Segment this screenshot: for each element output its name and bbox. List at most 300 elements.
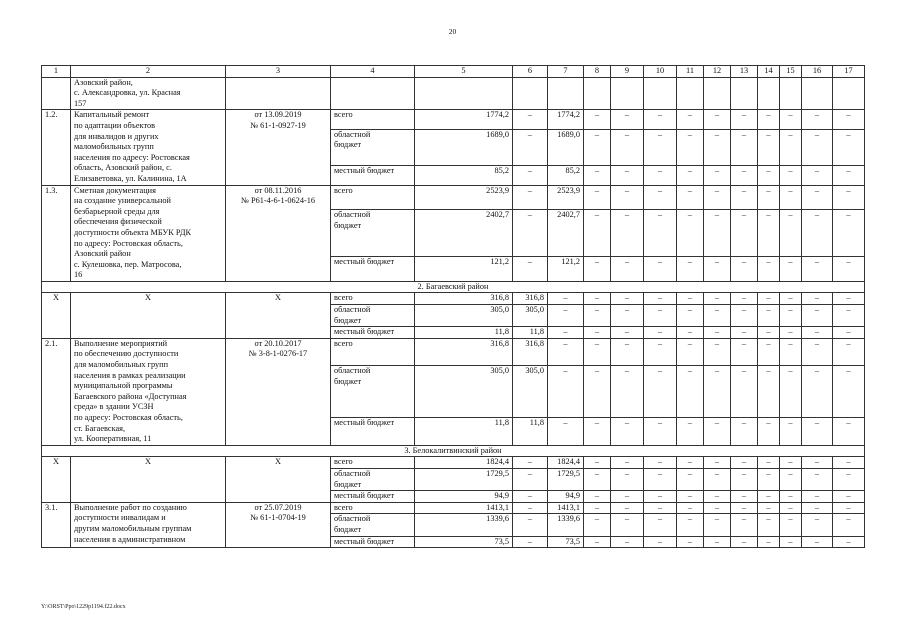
funding-source: местный бюджет (331, 257, 415, 282)
value-col6: – (513, 166, 548, 185)
dash-cell: – (611, 536, 644, 548)
dash-cell: – (731, 110, 758, 129)
column-header-1: 1 (42, 66, 71, 78)
dash-cell: – (677, 514, 704, 536)
section-header-row (42, 445, 865, 457)
dash-cell: – (704, 338, 731, 365)
dash-cell: – (644, 491, 677, 503)
dash-cell: – (833, 536, 865, 548)
dash-cell: – (611, 457, 644, 469)
value-col5: 305,0 (415, 366, 513, 418)
item-name: Капитальный ремонт по адаптации объектов для инвалидов и других маломобильных групп населения по адресу: Ростовская область, Азовский район, с. Елизаветовка, ул. Калинина, 1А (71, 110, 226, 185)
dash-cell: – (731, 338, 758, 365)
page-number: 20 (448, 27, 457, 36)
dash-cell: – (644, 210, 677, 257)
funding-source: областной бюджет (331, 514, 415, 536)
dash-cell: – (584, 166, 611, 185)
value-col6: – (513, 514, 548, 536)
dash-cell: – (758, 502, 780, 514)
value-col5: 1413,1 (415, 502, 513, 514)
value-col6: – (513, 491, 548, 503)
dash-cell: – (780, 293, 802, 305)
funding-source: областной бюджет (331, 210, 415, 257)
value-col5: 2402,7 (415, 210, 513, 257)
dash-cell: – (780, 327, 802, 339)
value-col7: 1339,6 (548, 514, 584, 536)
dash-cell: – (802, 366, 833, 418)
dash-cell: – (644, 366, 677, 418)
footer-file-path: Y:\ORST\Ppo\1229p1194.f22.docx (41, 604, 126, 610)
funding-source: местный бюджет (331, 418, 415, 445)
value-col6: 305,0 (513, 366, 548, 418)
dash-cell: – (802, 536, 833, 548)
dash-cell: – (704, 110, 731, 129)
value-col5: 316,8 (415, 293, 513, 305)
funding-source: всего (331, 110, 415, 129)
dash-cell: – (704, 418, 731, 445)
dash-cell: – (704, 536, 731, 548)
column-header-3: 3 (226, 66, 331, 78)
dash-cell: – (677, 366, 704, 418)
funding-source: областной бюджет (331, 305, 415, 327)
value-col6: – (513, 210, 548, 257)
empty-cell (415, 77, 513, 110)
dash-cell: – (644, 514, 677, 536)
dash-cell: – (758, 327, 780, 339)
dash-cell: – (611, 257, 644, 282)
dash-cell: – (644, 502, 677, 514)
dash-cell: – (780, 491, 802, 503)
continuation-row (42, 77, 865, 110)
value-col5: 1729,5 (415, 468, 513, 490)
dash-cell: – (731, 185, 758, 210)
dash-cell: – (611, 502, 644, 514)
value-col7: 73,5 (548, 536, 584, 548)
funding-source: всего (331, 338, 415, 365)
dash-cell: – (644, 536, 677, 548)
dash-cell: – (802, 338, 833, 365)
table-row (42, 457, 865, 469)
dash-cell: – (731, 210, 758, 257)
dash-cell: – (780, 502, 802, 514)
dash-cell: – (584, 536, 611, 548)
dash-cell: – (584, 502, 611, 514)
dash-cell: – (611, 418, 644, 445)
dash-cell: – (833, 185, 865, 210)
dash-cell: – (758, 293, 780, 305)
funding-source: всего (331, 502, 415, 514)
dash-cell: – (731, 293, 758, 305)
dash-cell: – (833, 110, 865, 129)
empty-cell (331, 77, 415, 110)
item-name: Азовский район, с. Александровка, ул. Красная 157 (71, 77, 226, 110)
dash-cell: – (802, 257, 833, 282)
dash-cell: – (780, 305, 802, 327)
dash-cell: – (584, 514, 611, 536)
dash-cell: – (677, 418, 704, 445)
dash-cell: – (758, 305, 780, 327)
value-col6: 305,0 (513, 305, 548, 327)
doc-reference: от 08.11.2016 № Р61-4-6-1-0624-16 (226, 185, 331, 281)
dash-cell: – (584, 327, 611, 339)
dash-cell: – (584, 257, 611, 282)
dash-cell: – (611, 129, 644, 166)
empty-cell (42, 77, 71, 110)
column-header-17: 17 (833, 66, 865, 78)
dash-cell: – (758, 185, 780, 210)
dash-cell: – (731, 366, 758, 418)
dash-cell: – (833, 166, 865, 185)
dash-cell: – (731, 129, 758, 166)
dash-cell: – (677, 468, 704, 490)
dash-cell: – (704, 257, 731, 282)
value-col5: 305,0 (415, 305, 513, 327)
dash-cell: – (677, 502, 704, 514)
dash-cell: – (731, 502, 758, 514)
item-number: Х (42, 457, 71, 502)
dash-cell: – (584, 293, 611, 305)
dash-cell: – (731, 514, 758, 536)
doc-reference: Х (226, 457, 331, 502)
dash-cell: – (780, 457, 802, 469)
dash-cell: – (611, 305, 644, 327)
dash-cell: – (677, 305, 704, 327)
dash-cell: – (584, 185, 611, 210)
dash-cell: – (644, 129, 677, 166)
value-col7: – (548, 418, 584, 445)
dash-cell: – (704, 468, 731, 490)
table-row (42, 502, 865, 514)
dash-cell: – (780, 185, 802, 210)
dash-cell: – (833, 327, 865, 339)
empty-cell (677, 77, 704, 110)
empty-cell (758, 77, 780, 110)
funding-source: областной бюджет (331, 468, 415, 490)
dash-cell: – (611, 338, 644, 365)
dash-cell: – (611, 514, 644, 536)
dash-cell: – (611, 185, 644, 210)
dash-cell: – (833, 502, 865, 514)
value-col7: 121,2 (548, 257, 584, 282)
item-number: Х (42, 293, 71, 338)
dash-cell: – (758, 491, 780, 503)
column-header-7: 7 (548, 66, 584, 78)
column-header-4: 4 (331, 66, 415, 78)
funding-source: всего (331, 457, 415, 469)
funding-source: всего (331, 185, 415, 210)
value-col7: – (548, 338, 584, 365)
dash-cell: – (677, 166, 704, 185)
dash-cell: – (802, 327, 833, 339)
dash-cell: – (731, 491, 758, 503)
dash-cell: – (758, 536, 780, 548)
dash-cell: – (833, 491, 865, 503)
dash-cell: – (780, 338, 802, 365)
funding-source: местный бюджет (331, 536, 415, 548)
value-col5: 94,9 (415, 491, 513, 503)
dash-cell: – (704, 514, 731, 536)
dash-cell: – (584, 418, 611, 445)
dash-cell: – (644, 468, 677, 490)
value-col7: 1729,5 (548, 468, 584, 490)
dash-cell: – (584, 338, 611, 365)
dash-cell: – (731, 418, 758, 445)
value-col5: 1689,0 (415, 129, 513, 166)
value-col6: – (513, 457, 548, 469)
column-header-11: 11 (677, 66, 704, 78)
dash-cell: – (780, 210, 802, 257)
dash-cell: – (802, 166, 833, 185)
section-title: 3. Белокалитвинский район (42, 445, 865, 457)
dash-cell: – (704, 166, 731, 185)
dash-cell: – (704, 305, 731, 327)
value-col7: 1824,4 (548, 457, 584, 469)
value-col7: 1689,0 (548, 129, 584, 166)
dash-cell: – (780, 514, 802, 536)
dash-cell: – (644, 457, 677, 469)
value-col5: 1774,2 (415, 110, 513, 129)
column-header-6: 6 (513, 66, 548, 78)
empty-cell (513, 77, 548, 110)
item-number: 3.1. (42, 502, 71, 547)
dash-cell: – (677, 491, 704, 503)
dash-cell: – (731, 457, 758, 469)
dash-cell: – (833, 418, 865, 445)
dash-cell: – (833, 338, 865, 365)
dash-cell: – (677, 293, 704, 305)
dash-cell: – (704, 491, 731, 503)
dash-cell: – (758, 110, 780, 129)
dash-cell: – (611, 210, 644, 257)
table-row (42, 293, 865, 305)
dash-cell: – (644, 110, 677, 129)
dash-cell: – (780, 110, 802, 129)
dash-cell: – (731, 536, 758, 548)
dash-cell: – (833, 210, 865, 257)
empty-cell (611, 77, 644, 110)
dash-cell: – (584, 129, 611, 166)
dash-cell: – (833, 457, 865, 469)
dash-cell: – (704, 502, 731, 514)
dash-cell: – (802, 457, 833, 469)
column-header-8: 8 (584, 66, 611, 78)
value-col5: 11,8 (415, 418, 513, 445)
doc-reference: от 25.07.2019 № 61-1-0704-19 (226, 502, 331, 547)
dash-cell: – (644, 418, 677, 445)
dash-cell: – (731, 257, 758, 282)
table-row (42, 338, 865, 365)
value-col7: 1413,1 (548, 502, 584, 514)
value-col5: 2523,9 (415, 185, 513, 210)
dash-cell: – (802, 210, 833, 257)
dash-cell: – (611, 491, 644, 503)
value-col6: 316,8 (513, 293, 548, 305)
dash-cell: – (833, 366, 865, 418)
doc-reference: Х (226, 293, 331, 338)
item-number: 1.3. (42, 185, 71, 281)
dash-cell: – (833, 257, 865, 282)
empty-cell (584, 77, 611, 110)
dash-cell: – (833, 514, 865, 536)
dash-cell: – (644, 327, 677, 339)
value-col5: 1824,4 (415, 457, 513, 469)
dash-cell: – (704, 210, 731, 257)
dash-cell: – (677, 338, 704, 365)
dash-cell: – (802, 110, 833, 129)
dash-cell: – (644, 338, 677, 365)
empty-cell (731, 77, 758, 110)
dash-cell: – (802, 502, 833, 514)
empty-cell (644, 77, 677, 110)
column-header-5: 5 (415, 66, 513, 78)
dash-cell: – (731, 327, 758, 339)
dash-cell: – (704, 185, 731, 210)
dash-cell: – (644, 185, 677, 210)
dash-cell: – (677, 210, 704, 257)
column-header-12: 12 (704, 66, 731, 78)
dash-cell: – (677, 185, 704, 210)
dash-cell: – (731, 468, 758, 490)
value-col5: 121,2 (415, 257, 513, 282)
value-col7: 85,2 (548, 166, 584, 185)
column-header-row (42, 66, 865, 78)
empty-cell (226, 77, 331, 110)
dash-cell: – (611, 110, 644, 129)
dash-cell: – (704, 327, 731, 339)
funding-source: местный бюджет (331, 166, 415, 185)
funding-source: всего (331, 293, 415, 305)
dash-cell: – (758, 338, 780, 365)
dash-cell: – (677, 257, 704, 282)
dash-cell: – (780, 166, 802, 185)
dash-cell: – (758, 257, 780, 282)
value-col7: 1774,2 (548, 110, 584, 129)
item-name: Х (71, 293, 226, 338)
value-col6: 11,8 (513, 327, 548, 339)
value-col6: – (513, 502, 548, 514)
dash-cell: – (584, 457, 611, 469)
dash-cell: – (802, 418, 833, 445)
section-title: 2. Багаевский район (42, 281, 865, 293)
value-col6: 11,8 (513, 418, 548, 445)
dash-cell: – (611, 293, 644, 305)
value-col7: 2523,9 (548, 185, 584, 210)
empty-cell (802, 77, 833, 110)
item-name: Сметная документация на создание универсальной безбарьерной среды для обеспечения физической доступности объекта МБУК РДК по адресу: Ростовская область, Азовский район с. Кулешовка, пер. Матросова, 16 (71, 185, 226, 281)
value-col7: 94,9 (548, 491, 584, 503)
dash-cell: – (644, 305, 677, 327)
column-header-14: 14 (758, 66, 780, 78)
empty-cell (548, 77, 584, 110)
empty-cell (704, 77, 731, 110)
value-col6: – (513, 468, 548, 490)
dash-cell: – (611, 366, 644, 418)
dash-cell: – (802, 293, 833, 305)
dash-cell: – (780, 129, 802, 166)
dash-cell: – (780, 536, 802, 548)
dash-cell: – (677, 536, 704, 548)
value-col6: – (513, 536, 548, 548)
column-header-15: 15 (780, 66, 802, 78)
dash-cell: – (758, 457, 780, 469)
dash-cell: – (584, 468, 611, 490)
section-header-row (42, 281, 865, 293)
table-row (42, 110, 865, 129)
value-col5: 85,2 (415, 166, 513, 185)
dash-cell: – (802, 468, 833, 490)
dash-cell: – (802, 185, 833, 210)
value-col6: – (513, 110, 548, 129)
dash-cell: – (704, 129, 731, 166)
value-col7: – (548, 366, 584, 418)
funding-source: областной бюджет (331, 366, 415, 418)
dash-cell: – (731, 166, 758, 185)
budget-table (41, 65, 865, 548)
funding-source: местный бюджет (331, 327, 415, 339)
dash-cell: – (677, 327, 704, 339)
dash-cell: – (758, 166, 780, 185)
value-col5: 11,8 (415, 327, 513, 339)
value-col7: 2402,7 (548, 210, 584, 257)
value-col6: 316,8 (513, 338, 548, 365)
item-name: Х (71, 457, 226, 502)
value-col5: 316,8 (415, 338, 513, 365)
dash-cell: – (677, 129, 704, 166)
dash-cell: – (802, 491, 833, 503)
dash-cell: – (802, 129, 833, 166)
dash-cell: – (644, 166, 677, 185)
value-col7: – (548, 293, 584, 305)
item-number: 1.2. (42, 110, 71, 185)
column-header-9: 9 (611, 66, 644, 78)
dash-cell: – (644, 257, 677, 282)
value-col6: – (513, 257, 548, 282)
dash-cell: – (833, 305, 865, 327)
column-header-2: 2 (71, 66, 226, 78)
item-name: Выполнение мероприятий по обеспечению доступности для маломобильных групп населения в рамках реализации муниципальной программы Багаевского района «Доступная среда» в здании УСЗН по адресу: Ростовская область, ст. Багаевская, ул. Кооперативная, 11 (71, 338, 226, 445)
dash-cell: – (731, 305, 758, 327)
dash-cell: – (802, 305, 833, 327)
doc-reference: от 13.09.2019 № 61-1-0927-19 (226, 110, 331, 185)
dash-cell: – (584, 110, 611, 129)
value-col5: 1339,6 (415, 514, 513, 536)
item-name: Выполнение работ по созданию доступности инвалидам и другим маломобильным группам населения в административном (71, 502, 226, 547)
dash-cell: – (758, 514, 780, 536)
dash-cell: – (758, 210, 780, 257)
dash-cell: – (644, 293, 677, 305)
dash-cell: – (677, 457, 704, 469)
dash-cell: – (584, 305, 611, 327)
empty-cell (833, 77, 865, 110)
dash-cell: – (833, 468, 865, 490)
value-col7: – (548, 305, 584, 327)
column-header-13: 13 (731, 66, 758, 78)
dash-cell: – (611, 327, 644, 339)
dash-cell: – (611, 166, 644, 185)
dash-cell: – (833, 293, 865, 305)
funding-source: местный бюджет (331, 491, 415, 503)
dash-cell: – (780, 468, 802, 490)
dash-cell: – (758, 468, 780, 490)
value-col7: – (548, 327, 584, 339)
doc-reference: от 20.10.2017 № 3-8-1-0276-17 (226, 338, 331, 445)
dash-cell: – (780, 418, 802, 445)
dash-cell: – (677, 110, 704, 129)
dash-cell: – (802, 514, 833, 536)
table-row (42, 185, 865, 210)
dash-cell: – (780, 257, 802, 282)
dash-cell: – (758, 418, 780, 445)
